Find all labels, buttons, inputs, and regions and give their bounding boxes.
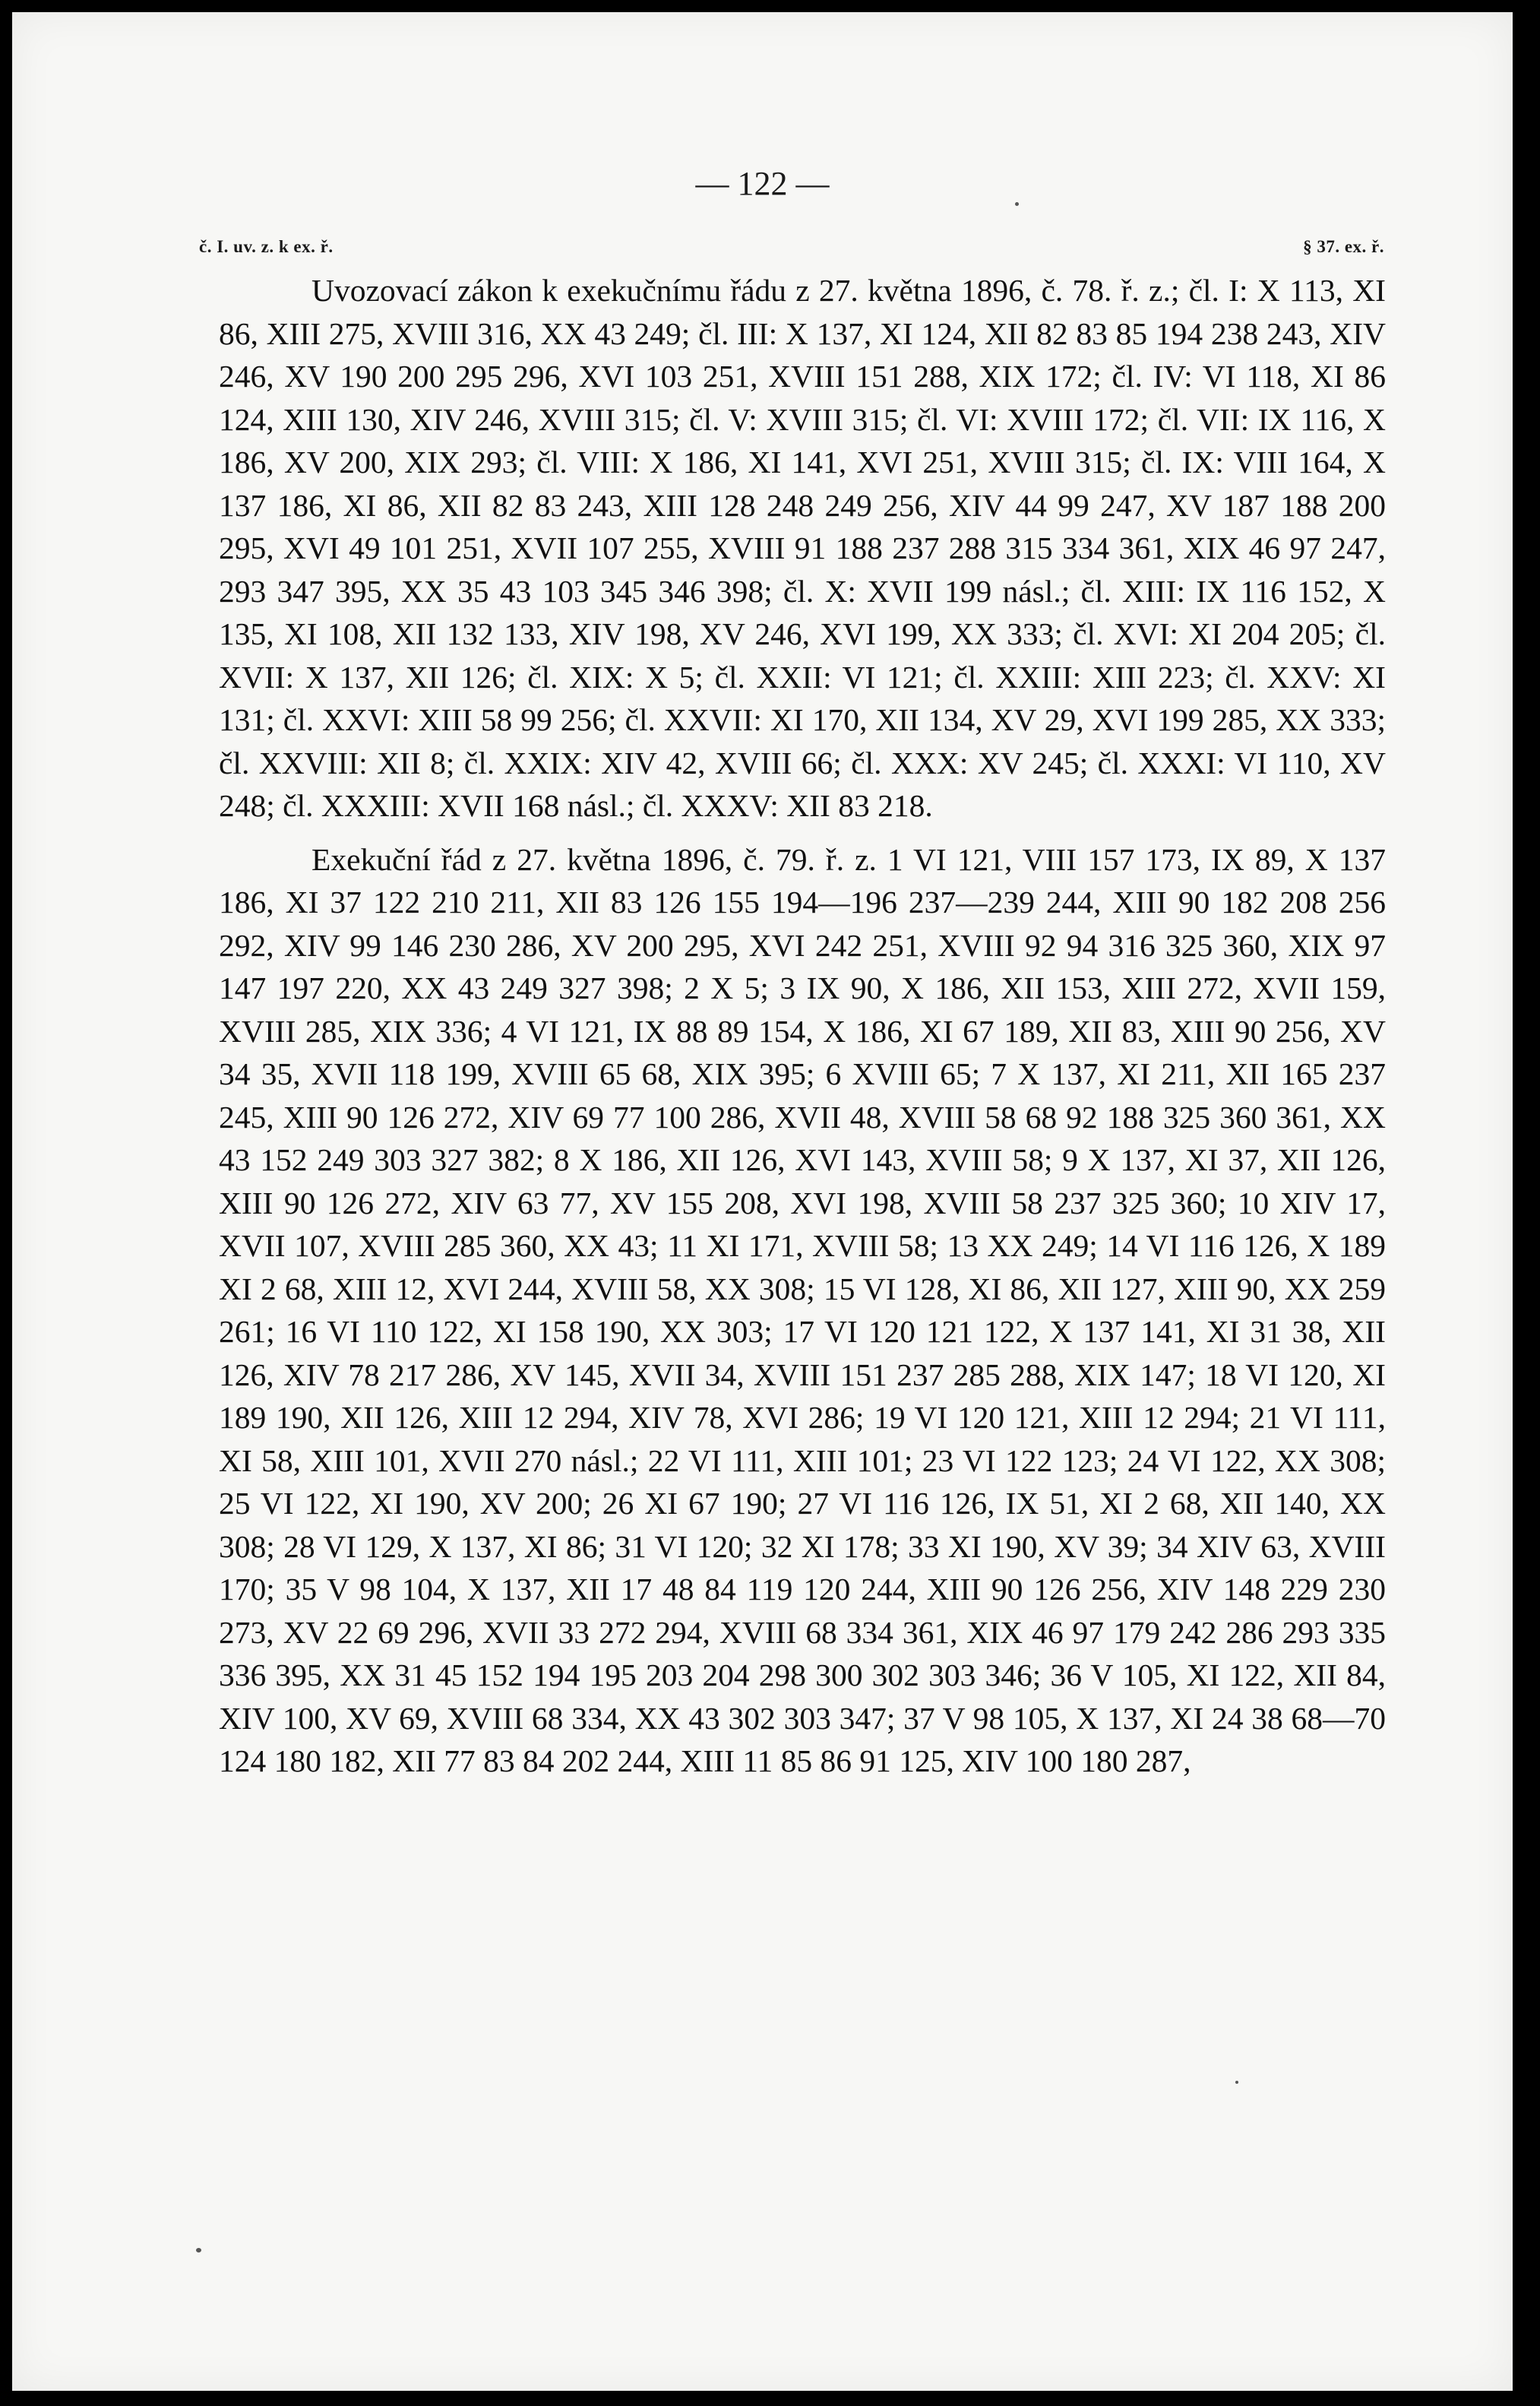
scan-speck: [1235, 2081, 1238, 2084]
book-page: [12, 12, 1513, 2391]
running-head-right: § 37. ex. ř.: [1303, 237, 1384, 256]
scan-speck: [1015, 202, 1019, 206]
running-head-left: č. I. uv. z. k ex. ř.: [199, 237, 334, 256]
scan-speck: [196, 2248, 201, 2252]
index-body: [219, 269, 1386, 1783]
page-number: — 122 —: [695, 165, 830, 202]
paragraph-execution-code: Exekuční řád z 27. května 1896, č. 79. ř. z. 1 VI 121, VIII 157 173, IX 89, X 137 186, XI 37 122 210 211, XII 83 126 155 194—196 237—239 244, XIII 90 182 208 256 292, XIV 99 146 230 286, XV 200 295, XVI 242 251, XVIII 92 94 316 325 360, XIX 97 147 197 220, XX 43 249 327 398; 2 X 5; 3 IX 90, X 186, XII 153, XIII 272, XVII 159, XVIII 285, XIX 336; 4 VI 121, IX 88 89 154, X 186, XI 67 189, XII 83, XIII 90 256, XV 34 35, XVII 118 199, XVIII 65 68, XIX 395; 6 XVIII 65; 7 X 137, XI 211, XII 165 237 245, XIII 90 126 272, XIV 69 77 100 286, XVII 48, XVIII 58 68 92 188 325 360 361, XX 43 152 249 303 327 382; 8 X 186, XII 126, XVI 143, XVIII 58; 9 X 137, XI 37, XII 126, XIII 90 126 272, XIV 63 77, XV 155 208, XVI 198, XVIII 58 237 325 360; 10 XIV 17, XVII 107, XVIII 285 360, XX 43; 11 XI 171, XVIII 58; 13 XX 249; 14 VI 116 126, X 189 XI 2 68, XIII 12, XVI 244, XVIII 58, XX 308; 15 VI 128, XI 86, XII 127, XIII 90, XX 259 261; 16 VI 110 122, XI 158 190, XX 303; 17 VI 120 121 122, X 137 141, XI 31 38, XII 126, XIV 78 217 286, XV 145, XVII 34, XVIII 151 237 285 288, XIX 147; 18 VI 120, XI 189 190, XII 126, XIII 12 294, XIV 78, XVI 286; 19 VI 120 121, XIII 12 294; 21 VI 111, XI 58, XIII 101, XVII 270 násl.; 22 VI 111, XIII 101; 23 VI 122 123; 24 VI 122, XX 308; 25 VI 122, XI 190, XV 200; 26 XI 67 190; 27 VI 116 126, IX 51, XI 2 68, XII 140, XX 308; 28 VI 129, X 137, XI 86; 31 VI 120; 32 XI 178; 33 XI 190, XV 39; 34 XIV 63, XVIII 170; 35 V 98 104, X 137, XII 17 48 84 119 120 244, XIII 90 126 256, XIV 148 229 230 273, XV 22 69 296, XVII 33 272 294, XVIII 68 334 361, XIX 46 97 179 242 286 293 335 336 395, XX 31 45 152 194 195 203 204 298 300 302 303 346; 36 V 105, XI 122, XII 84, XIV 100, XV 69, XVIII 68 334, XX 43 302 303 347; 37 V 98 105, X 137, XI 24 38 68—70 124 180 182, XII 77 83 84 202 244, XIII 11 85 86 91 125, XIV 100 180 287,: [219, 841, 1386, 1778]
paragraph-introductory-act: Uvozovací zákon k exekučnímu řádu z 27. května 1896, č. 78. ř. z.; čl. I: X 113, XI 86, XIII 275, XVIII 316, XX 43 249; čl. III: X 137, XI 124, XII 82 83 85 194 238 243, XIV 246, XV 190 200 295 296, XVI 103 251, XVIII 151 288, XIX 172; čl. IV: VI 118, XI 86 124, XIII 130, XIV 246, XVIII 315; čl. V: XVIII 315; čl. VI: XVIII 172; čl. VII: IX 116, X 186, XV 200, XIX 293; čl. VIII: X 186, XI 141, XVI 251, XVIII 315; čl. IX: VIII 164, X 137 186, XI 86, XII 82 83 243, XIII 128 248 249 256, XIV 44 99 247, XV 187 188 200 295, XVI 49 101 251, XVII 107 255, XVIII 91 188 237 288 315 334 361, XIX 46 97 247, 293 347 395, XX 35 43 103 345 346 398; čl. X: XVII 199 násl.; čl. XIII: IX 116 152, X 135, XI 108, XII 132 133, XIV 198, XV 246, XVI 199, XX 333; čl. XVI: XI 204 205; čl. XVII: X 137, XII 126; čl. XIX: X 5; čl. XXII: VI 121; čl. XXIII: XIII 223; čl. XXV: XI 131; čl. XXVI: XIII 58 99 256; čl. XXVII: XI 170, XII 134, XV 29, XVI 199 285, XX 333; čl. XXVIII: XII 8; čl. XXIX: XIV 42, XVIII 66; čl. XXX: XV 245; čl. XXXI: VI 110, XV 248; čl. XXXIII: XVII 168 násl.; čl. XXXV: XII 83 218.: [219, 273, 1386, 823]
